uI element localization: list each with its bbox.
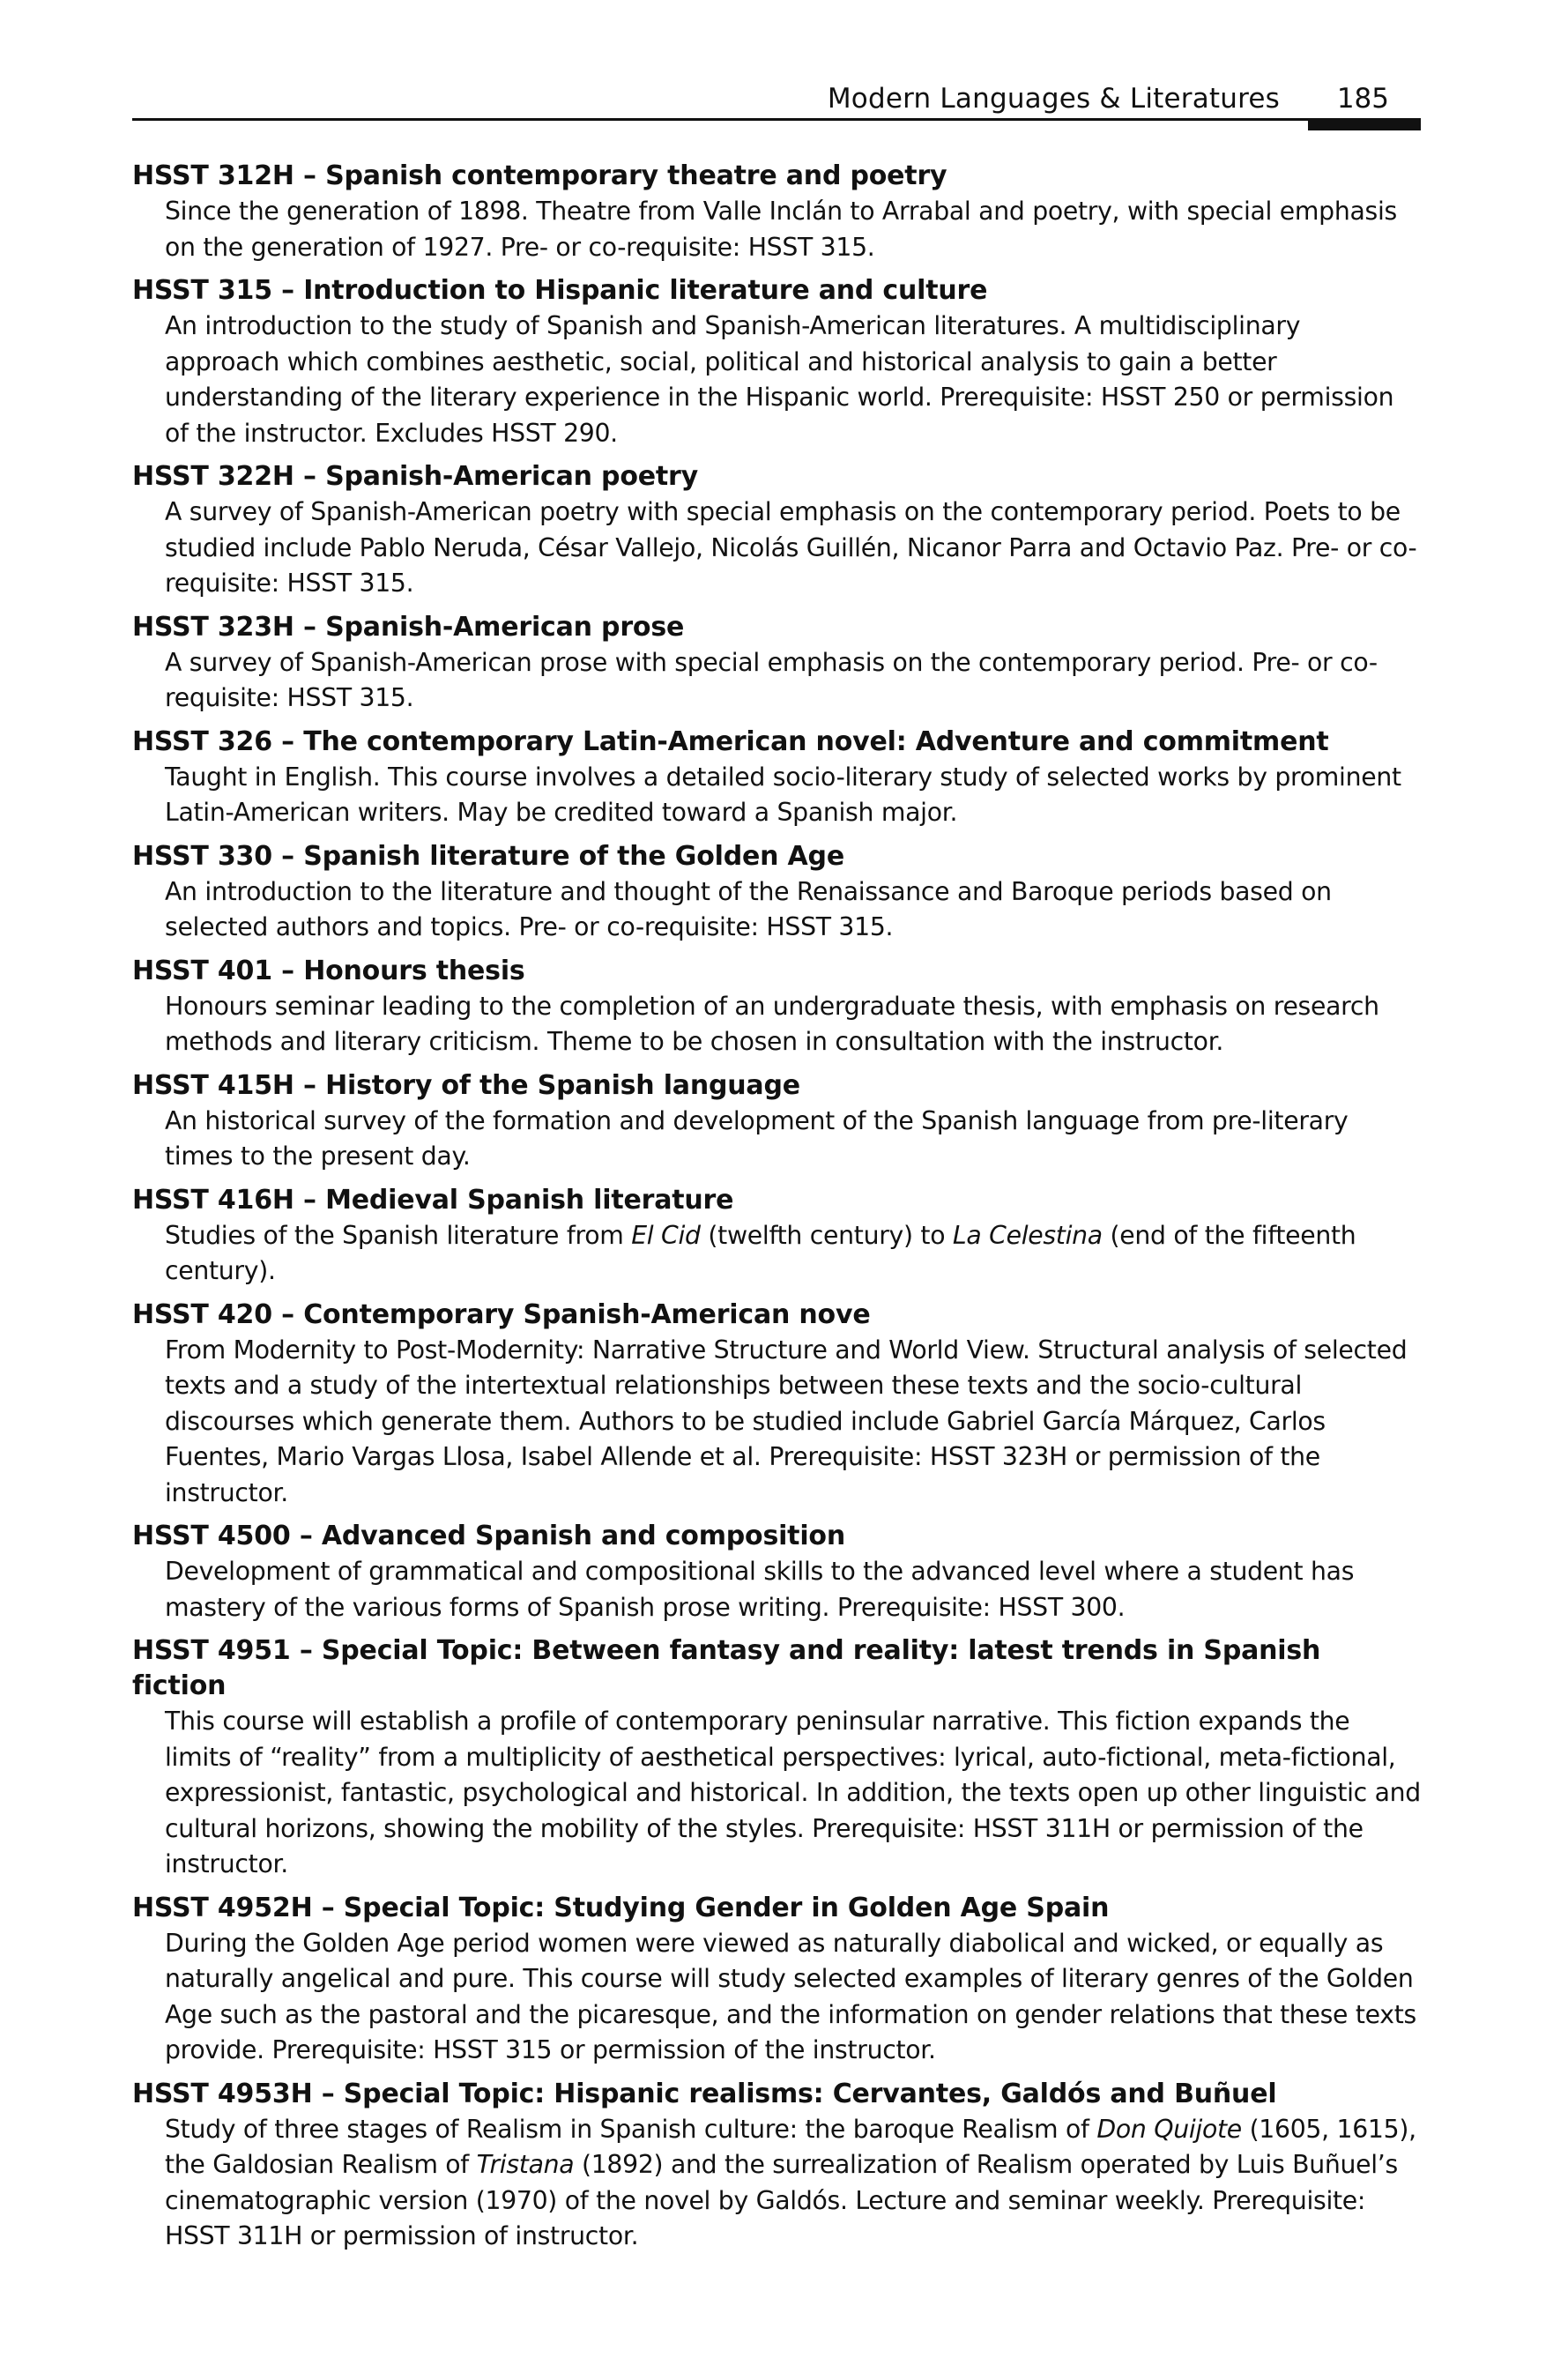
course-entry	[132, 1068, 1421, 1175]
course-description	[132, 2112, 1421, 2255]
course-entry	[132, 725, 1421, 831]
page-number: 185	[1336, 83, 1389, 115]
course-description	[132, 495, 1421, 602]
description-text: (end of the fifteenth century).	[165, 1220, 1356, 1285]
work-title-italic: El Cid	[631, 1220, 701, 1250]
course-entry	[132, 159, 1421, 265]
description-text: A survey of Spanish-American poetry with special emphasis on the contemporary period. Poets to be studied include Pablo Neruda, César Vallejo, Nicolás Guillén, Nicanor Parra and Octavio Paz. Pre- or co-requisite: HSST 315.	[165, 497, 1417, 598]
course-description	[132, 1104, 1421, 1175]
course-entry	[132, 610, 1421, 717]
description-text: This course will establish a profile of contemporary peninsular narrative. This fiction expands the limits of “reality” from a multiplicity of aesthetical perspectives: lyrical, auto-fictional, meta-fictional, expressionist, fantastic, psychological and historical. In addition, the texts open up other linguistic and cultural horizons, showing the mobility of the styles. Prerequisite: HSST 311H or permission of the instructor.	[165, 1707, 1421, 1878]
description-text: Taught in English. This course involves a detailed socio-literary study of selected works by prominent Latin-American writers. May be credited toward a Spanish major.	[165, 762, 1401, 827]
header-rule	[132, 118, 1421, 121]
course-entry	[132, 459, 1421, 602]
course-description	[132, 1926, 1421, 2069]
description-text: An historical survey of the formation and development of the Spanish language from pre-literary times to the present day.	[165, 1105, 1349, 1171]
course-description	[132, 1704, 1421, 1883]
course-description	[132, 1218, 1421, 1290]
description-text: Since the generation of 1898. Theatre from Valle Inclán to Arrabal and poetry, with special emphasis on the generation of 1927. Pre- or co-requisite: HSST 315.	[165, 197, 1397, 262]
course-description	[132, 1333, 1421, 1512]
course-entry	[132, 954, 1421, 1060]
course-description	[132, 1554, 1421, 1625]
course-entry	[132, 1298, 1421, 1512]
description-text: (1605, 1615), the Galdosian Realism of	[165, 2114, 1416, 2179]
course-title: HSST 415H – History of the Spanish language	[132, 1069, 800, 1101]
section-title: Modern Languages & Literatures	[827, 83, 1280, 115]
page-header	[132, 76, 1421, 122]
course-entry	[132, 1519, 1421, 1625]
work-title-italic: Tristana	[476, 2150, 575, 2179]
course-title: HSST 322H – Spanish-American poetry	[132, 461, 698, 492]
course-title: HSST 315 – Introduction to Hispanic literature and culture	[132, 275, 988, 306]
course-list	[132, 159, 1421, 2263]
description-text: Study of three stages of Realism in Spanish culture: the baroque Realism of	[165, 2114, 1097, 2144]
course-entry	[132, 1183, 1421, 1290]
course-entry	[132, 2077, 1421, 2255]
course-title: HSST 416H – Medieval Spanish literature	[132, 1184, 734, 1216]
course-description	[132, 874, 1421, 946]
course-title: HSST 330 – Spanish literature of the Golden Age	[132, 840, 844, 872]
course-title: HSST 4952H – Special Topic: Studying Gender in Golden Age Spain	[132, 1892, 1110, 1923]
description-text: Honours seminar leading to the completion of an undergraduate thesis, with emphasis on research methods and literary criticism. Theme to be chosen in consultation with the instructor.	[165, 991, 1379, 1056]
description-text: During the Golden Age period women were viewed as naturally diabolical and wicked, or equally as naturally angelical and pure. This course will study selected examples of literary genres of the Golden Age such as the pastoral and the picaresque, and the information on gender relations that these texts provide. Prerequisite: HSST 315 or permission of the instructor.	[165, 1928, 1416, 2064]
course-title: HSST 4951 – Special Topic: Between fantasy and reality: latest trends in Spanish fiction	[132, 1635, 1321, 1701]
course-description	[132, 645, 1421, 717]
description-text: (1892) and the surrealization of Realism operated by Luis Buñuel’s cinematographic version (1970) of the novel by Galdós. Lecture and seminar weekly. Prerequisite: HSST 311H or permission of instructor.	[165, 2150, 1398, 2250]
course-description	[132, 194, 1421, 265]
course-title: HSST 4953H – Special Topic: Hispanic realisms: Cervantes, Galdós and Buñuel	[132, 2078, 1277, 2109]
description-text: A survey of Spanish-American prose with special emphasis on the contemporary period. Pre- or co-requisite: HSST 315.	[165, 647, 1378, 712]
course-title: HSST 326 – The contemporary Latin-American novel: Adventure and commitment	[132, 725, 1329, 757]
course-entry	[132, 273, 1421, 451]
description-text: (twelfth century) to	[700, 1220, 953, 1250]
course-title: HSST 312H – Spanish contemporary theatre and poetry	[132, 160, 947, 191]
course-title: HSST 4500 – Advanced Spanish and composition	[132, 1521, 845, 1551]
header-tab-marker	[1308, 118, 1421, 130]
course-entry	[132, 1891, 1421, 2069]
description-text: Development of grammatical and compositional skills to the advanced level where a student has mastery of the various forms of Spanish prose writing. Prerequisite: HSST 300.	[165, 1557, 1355, 1622]
work-title-italic: La Celestina	[952, 1220, 1103, 1250]
work-title-italic: Don Quijote	[1096, 2114, 1242, 2144]
course-entry	[132, 839, 1421, 946]
description-text: An introduction to the literature and thought of the Renaissance and Baroque periods based on selected authors and topics. Pre- or co-requisite: HSST 315.	[165, 876, 1332, 941]
course-title: HSST 323H – Spanish-American prose	[132, 611, 685, 643]
description-text: An introduction to the study of Spanish and Spanish-American literatures. A multidisciplinary approach which combines aesthetic, social, political and historical analysis to gain a better understanding of the literary experience in the Hispanic world. Prerequisite: HSST 250 or permission of the instructor. Excludes HSST 290.	[165, 311, 1394, 448]
course-description	[132, 989, 1421, 1060]
course-description	[132, 760, 1421, 831]
course-entry	[132, 1633, 1421, 1883]
course-title: HSST 401 – Honours thesis	[132, 955, 525, 986]
course-title: HSST 420 – Contemporary Spanish-American nove	[132, 1298, 871, 1330]
description-text: From Modernity to Post-Modernity: Narrative Structure and World View. Structural analysis of selected texts and a study of the intertextual relationships between these texts and the socio-cultural discourses which generate them. Authors to be studied include Gabriel García Márquez, Carlos Fuentes, Mario Vargas Llosa, Isabel Allende et al. Prerequisite: HSST 323H or permission of the instructor.	[165, 1335, 1408, 1507]
course-description	[132, 309, 1421, 451]
description-text: Studies of the Spanish literature from	[165, 1220, 632, 1250]
